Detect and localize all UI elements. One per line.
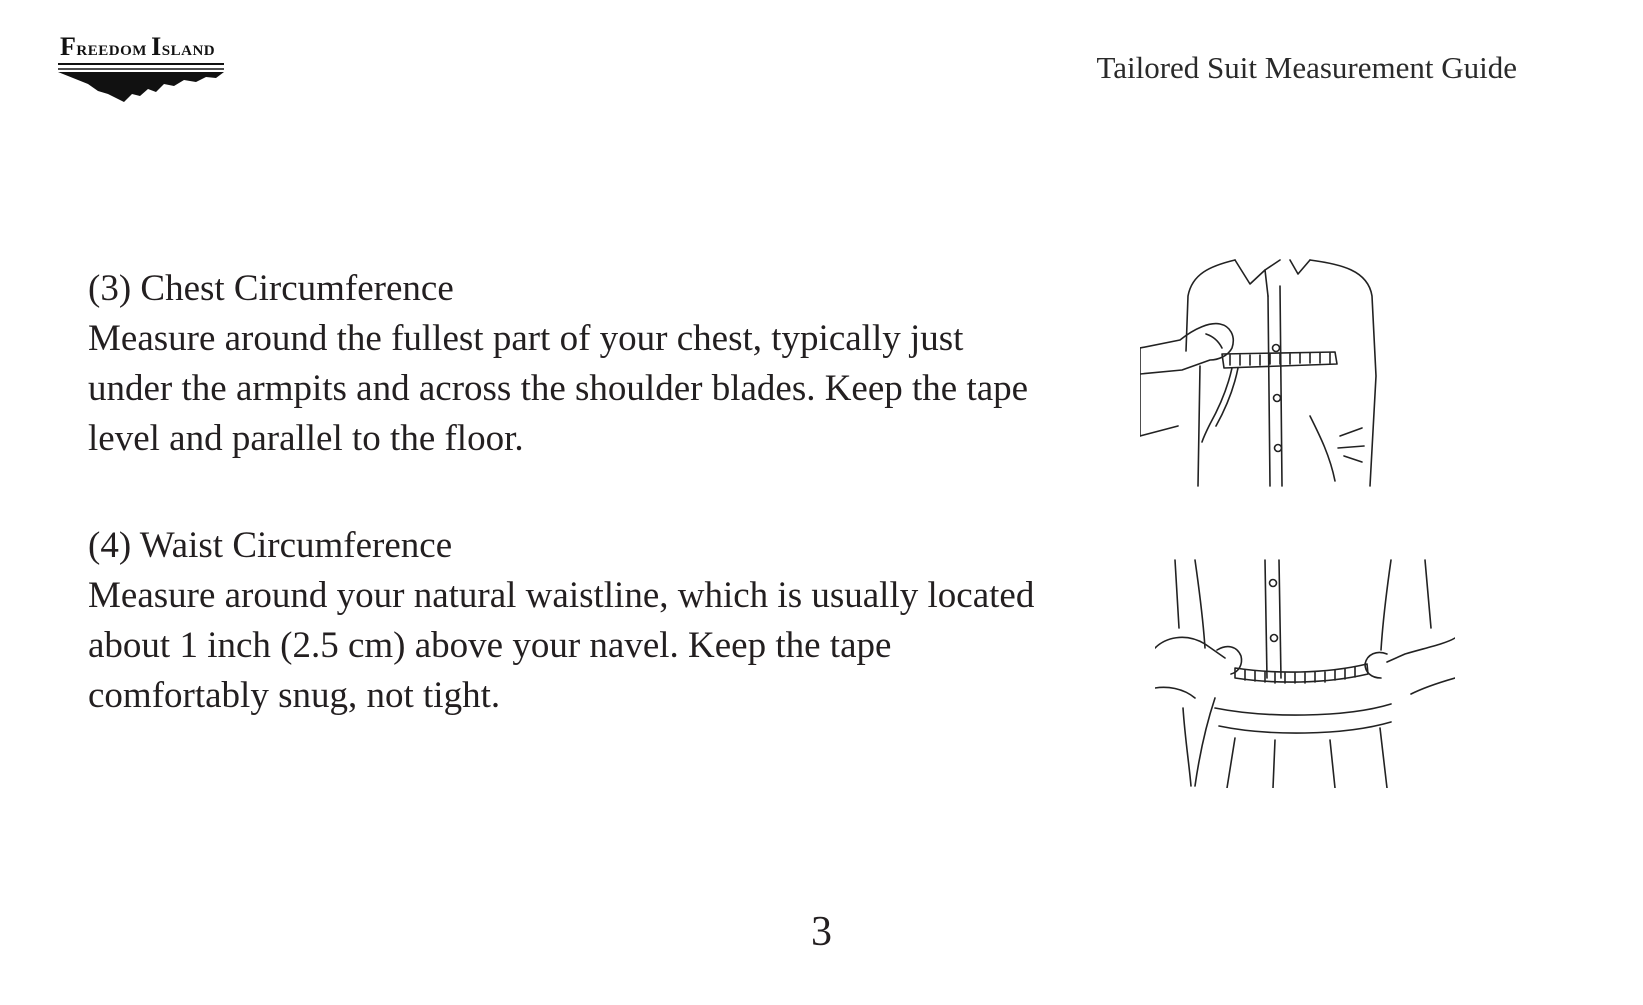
chest-heading: (3) Chest Circumference — [88, 268, 454, 309]
waist-measurement-illustration — [1155, 558, 1455, 788]
chest-measurement-illustration — [1140, 256, 1440, 496]
chest-instructions: Measure around the fullest part of your chest, typically just under the armpits and across the shoulder blades. Keep the tape level and parallel to the floor. — [88, 318, 1029, 459]
waist-heading: (4) Waist Circumference — [88, 525, 453, 566]
waist-instructions: Measure around your natural waistline, which is usually located about 1 inch (2.5 cm) above your navel. Keep the tape comfortably snug, not tight. — [88, 575, 1035, 716]
brand-logo — [56, 30, 226, 110]
chest-section — [88, 264, 1048, 464]
page-number: 3 — [811, 909, 832, 955]
island-silhouette-icon — [56, 58, 226, 110]
waist-section — [88, 521, 1048, 721]
document-title: Tailored Suit Measurement Guide — [1096, 50, 1517, 85]
brand-wordmark: FREEDOM ISLAND — [60, 32, 216, 61]
